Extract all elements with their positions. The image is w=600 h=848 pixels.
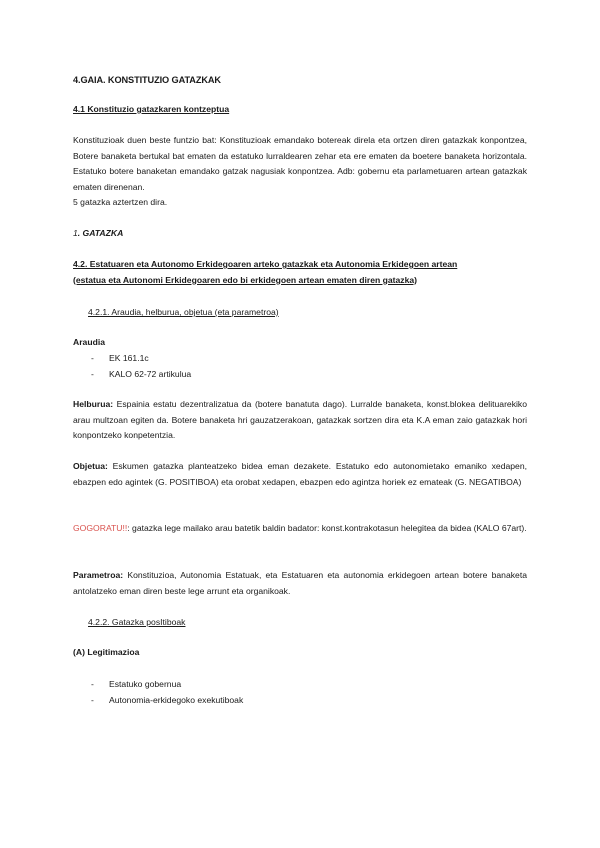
page-title: 4.GAIA. KONSTITUZIO GATAZKAK [73, 75, 221, 85]
objetua-label: Objetua: [73, 461, 108, 471]
list-item-text: KALO 62-72 artikulua [109, 368, 192, 379]
parametroa-paragraph [73, 568, 527, 599]
heading-text: 4.2.1. Araudia, helburua, objetua (eta parametroa) [88, 307, 279, 317]
section-heading-4-2 [73, 257, 527, 288]
parametroa-text: Konstituzioa, Autonomia Estatuak, eta Estatuaren eta autonomia erkidegoen artean botere banaketa antolatzeko eman diren beste lege arrunt eta organikoak. [73, 570, 527, 596]
helburua-paragraph [73, 397, 527, 444]
dash-marker: - [91, 368, 94, 379]
label-text: (A) Legitimazioa [73, 647, 140, 657]
section-heading-4-1 [73, 102, 527, 118]
section-heading-4-2-2 [88, 615, 542, 631]
label-text: Araudia [73, 337, 105, 347]
heading-line-2: (estatua eta Autonomi Erkidegoaren edo bi erkidegoen artean ematen diren gatazka) [73, 274, 417, 285]
list-item [91, 351, 191, 367]
heading-line-1: 4.2. Estatuaren eta Autonomo Erkidegoaren arteko gatazkak eta Autonomia Erkidegoen artean [73, 259, 458, 269]
heading-text: 4.2.2. Gatazka posItiboak [88, 617, 186, 627]
legitimazioa-label [73, 645, 527, 661]
gogoratu-label: GOGORATU!! [73, 523, 128, 533]
list-item [91, 677, 243, 693]
dash-marker: - [91, 694, 94, 705]
dash-marker: - [91, 353, 94, 363]
paragraph-count: 5 gatazka aztertzen dira. [73, 197, 168, 207]
helburua-label: Helburua: [73, 399, 114, 409]
paragraph: Konstituzioak duen beste funtzio bat: Konstituzioak emandako botereak direla eta ortzen diren gatazkak konpontzea, Botere banaketa bertukal bat ematen da estatuko lurraldearen zehar eta ere ematen da boetere banaketa horizontala. Estatuko botere banaketan emandako gatzak nagusiak konpontzea. Adb: gobernu eta parlametuaren artean gatazkak ematen direnenan. [73, 135, 527, 192]
gatazka-number: 1 [73, 228, 78, 238]
list-item-text: Autonomia-erkidegoko exekutiboak [109, 694, 244, 705]
list-item-text: Estatuko gobernua [109, 679, 182, 689]
araudia-list [91, 351, 191, 382]
gatazka-1-heading [73, 226, 527, 242]
heading-text: 4.1 Konstituzio gatazkaren kontzeptua [73, 104, 230, 114]
araudia-label [73, 335, 527, 351]
list-item [91, 693, 243, 709]
objetua-text: Eskumen gatazka planteatzeko bidea eman dezakete. Estatuko edo autonomietako emaniko xedapen, ebazpen edo agintek (G. POSITIBOA) eta orobat xedapen, ebazpen edo agintza horiek ez emateak (G. NEGATIBOA) [73, 461, 527, 487]
parametroa-label: Parametroa: [73, 570, 124, 580]
objetua-paragraph [73, 459, 527, 490]
list-item-text: EK 161.1c [109, 353, 149, 363]
gogoratu-paragraph [73, 521, 527, 537]
gatazka-label: . GATAZKA [77, 228, 124, 238]
section-4-1-body [73, 133, 527, 211]
section-heading-4-2-1 [88, 305, 542, 321]
gogoratu-text: : gatazka lege mailako arau batetik baldin badator: konst.kontrakotasun helegitea da bidea (KALO 67art). [127, 523, 527, 533]
list-item [91, 367, 191, 383]
dash-marker: - [91, 679, 94, 689]
helburua-text: Espainia estatu dezentralizatua da (botere banatuta dago). Lurralde banaketa, konst.blokea delituarekiko arau multzoan egiten da. Botere banaketa hri gauzatzerakoan, gatazkak sortzen dira eta K.A eman zaio gatazkak hori konpontzeko konpetentzia. [73, 399, 527, 440]
legitimazioa-list [91, 677, 243, 708]
